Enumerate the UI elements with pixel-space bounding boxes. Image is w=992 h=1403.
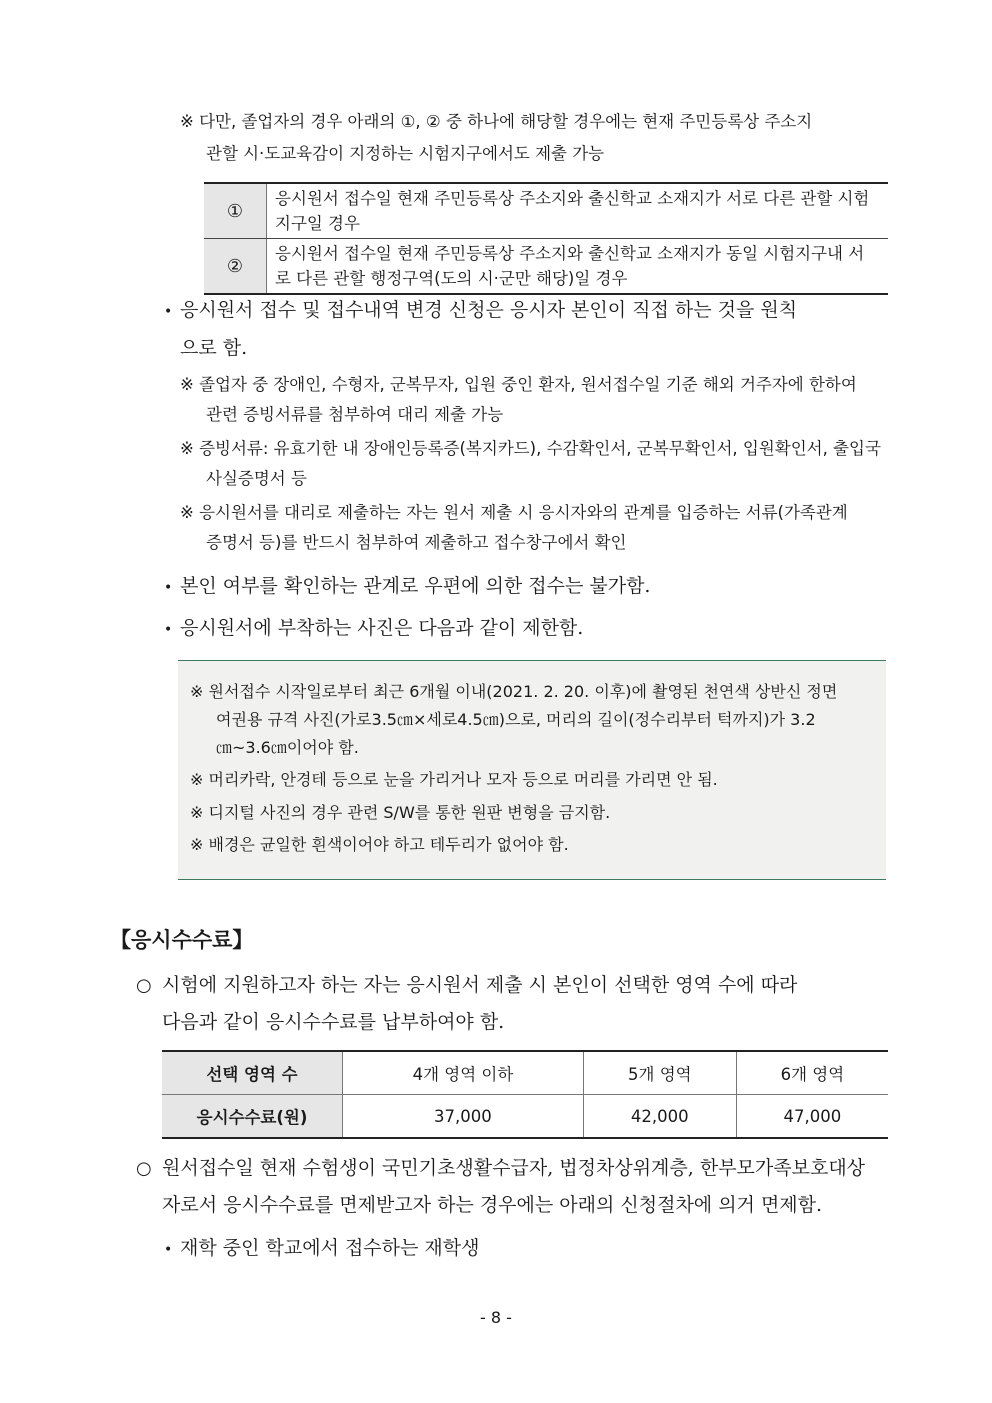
table-cell: 42,000 xyxy=(583,1095,736,1139)
bullet-dot: • xyxy=(164,1242,173,1258)
note-line: ㎝~3.6㎝이어야 함. xyxy=(216,738,359,757)
note-line: 여권용 규격 사진(가로3.5㎝×세로4.5㎝)으로, 머리의 길이(정수리부터 턱까지)가 3.2 xyxy=(216,710,816,729)
circle-marker: ○ xyxy=(136,1158,152,1179)
table-header-cell: 선택 영역 수 xyxy=(162,1051,343,1095)
photo-note-digital: ※ 디지털 사진의 경우 관련 S/W를 통한 원판 변형을 금지함. xyxy=(190,803,611,822)
table-cell: 5개 영역 xyxy=(583,1051,736,1095)
table-row xyxy=(162,1095,888,1139)
table-row xyxy=(204,183,888,239)
bullet-text: 본인 여부를 확인하는 관계로 우편에 의한 접수는 불가함. xyxy=(180,575,651,597)
paragraph-text: 시험에 지원하고자 하는 자는 응시원서 제출 시 본인이 선택한 영역 수에 따라 xyxy=(162,974,798,996)
photo-note-background: ※ 배경은 균일한 흰색이어야 하고 테두리가 없어야 함. xyxy=(190,835,569,854)
condition-number: ② xyxy=(204,239,267,295)
paragraph-text: 자로서 응시수수료를 면제받고자 하는 경우에는 아래의 신청절차에 의거 면제함. xyxy=(162,1194,823,1216)
bullet-self-application xyxy=(164,292,892,366)
table-row xyxy=(162,1051,888,1095)
condition-text: 응시원서 접수일 현재 주민등록상 주소지와 출신학교 소재지가 동일 시험지구내 서로 다른 관할 행정구역(도의 시·군만 해당)일 경우 xyxy=(267,239,889,295)
paragraph-fee-payment xyxy=(136,967,890,1040)
bullet-dot: • xyxy=(164,304,173,320)
circle-marker: ○ xyxy=(136,975,152,996)
note-proxy-eligible xyxy=(180,370,892,430)
bullet-text: 응시원서에 부착하는 사진은 다음과 같이 제한함. xyxy=(180,617,584,639)
table-cell: 6개 영역 xyxy=(736,1051,888,1095)
bullet-dot: • xyxy=(164,622,173,638)
note-line: 관할 시·도교육감이 지정하는 시험지구에서도 제출 가능 xyxy=(206,144,605,163)
note-proxy-submission xyxy=(180,498,892,558)
section-title: 【응시수수료】 xyxy=(110,928,254,952)
bullet-dot: • xyxy=(164,580,173,596)
note-line: ※ 다만, 졸업자의 경우 아래의 ①, ② 중 하나에 해당할 경우에는 현재 주민등록상 주소지 xyxy=(180,112,813,131)
condition-text: 응시원서 접수일 현재 주민등록상 주소지와 출신학교 소재지가 서로 다른 관할 시험지구일 경우 xyxy=(267,183,889,239)
bullet-text: 응시원서 접수 및 접수내역 변경 신청은 응시자 본인이 직접 하는 것을 원칙 xyxy=(180,299,798,321)
photo-note-size xyxy=(190,678,880,762)
paragraph-text: 다음과 같이 응시수수료를 납부하여야 함. xyxy=(162,1011,505,1033)
bullet-enrolled-students xyxy=(164,1230,479,1268)
table-cell: 37,000 xyxy=(343,1095,584,1139)
paragraph-text: 원서접수일 현재 수험생이 국민기초생활수급자, 법정차상위계층, 한부모가족보호대상 xyxy=(162,1157,866,1179)
table-row xyxy=(204,239,888,295)
table-cell: 47,000 xyxy=(736,1095,888,1139)
photo-note-face: ※ 머리카락, 안경테 등으로 눈을 가리거나 모자 등으로 머리를 가리면 안 됨. xyxy=(190,770,718,789)
note-supporting-documents xyxy=(180,434,892,494)
note-line: 관련 증빙서류를 첨부하여 대리 제출 가능 xyxy=(206,405,504,424)
note-line: 증명서 등)를 반드시 첨부하여 제출하고 접수창구에서 확인 xyxy=(206,533,627,552)
note-line: ※ 증빙서류: 유효기한 내 장애인등록증(복지카드), 수감확인서, 군복무확인서, 입원확인서, 출입국 xyxy=(180,439,881,458)
note-line: ※ 원서접수 시작일로부터 최근 6개월 이내(2021. 2. 20. 이후)에 촬영된 천연색 상반신 정면 xyxy=(190,682,838,701)
paragraph-fee-exemption xyxy=(136,1150,890,1223)
page-number: - 8 - xyxy=(480,1308,512,1327)
bullet-text: 으로 함. xyxy=(180,337,248,359)
fee-table xyxy=(162,1050,888,1139)
conditions-table xyxy=(204,182,888,295)
table-cell: 4개 영역 이하 xyxy=(343,1051,584,1095)
note-line: 사실증명서 등 xyxy=(206,469,307,488)
bullet-no-mail xyxy=(164,568,650,606)
bullet-photo-rules xyxy=(164,610,583,648)
bullet-text: 재학 중인 학교에서 접수하는 재학생 xyxy=(180,1237,480,1259)
note-graduate-exception xyxy=(180,106,890,170)
note-line: ※ 응시원서를 대리로 제출하는 자는 원서 제출 시 응시자와의 관계를 입증하는 서류(가족관계 xyxy=(180,503,848,522)
condition-number: ① xyxy=(204,183,267,239)
table-header-cell: 응시수수료(원) xyxy=(162,1095,343,1139)
note-line: ※ 졸업자 중 장애인, 수형자, 군복무자, 입원 중인 환자, 원서접수일 기준 해외 거주자에 한하여 xyxy=(180,375,857,394)
